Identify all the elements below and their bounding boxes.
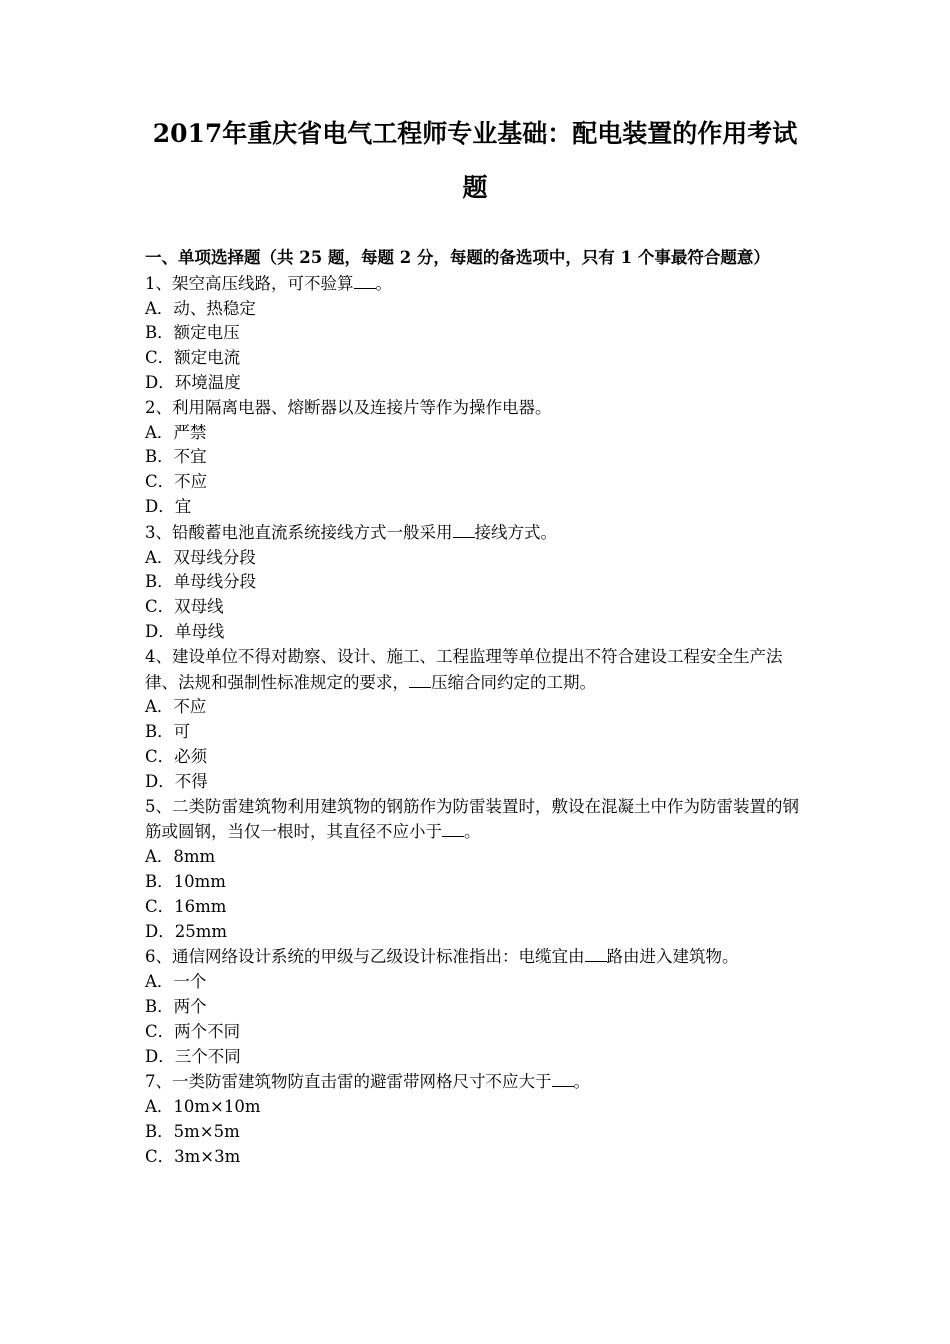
option-b: B．10mm (145, 871, 226, 891)
question-7 (145, 1069, 810, 1169)
option-c: C．额定电流 (145, 348, 241, 368)
document-body (145, 246, 810, 1169)
option-c: C．不应 (145, 472, 208, 492)
option-a: A．10m×10m (145, 1097, 261, 1117)
option-a: A．双母线分段 (145, 547, 256, 567)
question-stem: 1、架空高压线路，可不验算 。 (145, 271, 810, 297)
option-d: D．不得 (145, 771, 208, 791)
document-title-continued: 题 (462, 173, 488, 202)
question-1 (145, 271, 810, 396)
option-a: A．严禁 (145, 422, 207, 442)
answer-blank (354, 271, 376, 289)
question-stem: 6、通信网络设计系统的甲级与乙级设计标准指出：电缆宜由 路由进入建筑物。 (145, 944, 810, 970)
option-c: C．两个不同 (145, 1021, 241, 1041)
question-stem: 4、建设单位不得对勘察、设计、施工、工程监理等单位提出不符合建设工程安全生产法律、法规和强制性标准规定的要求， 压缩合同约定的工期。 (145, 646, 783, 692)
option-c: C．16mm (145, 896, 227, 916)
question-4 (145, 645, 810, 795)
option-d: D．单母线 (145, 621, 225, 641)
option-a: A．动、热稳定 (145, 298, 256, 318)
option-b: B．单母线分段 (145, 572, 257, 592)
option-b: B．两个 (145, 996, 207, 1016)
question-stem: 5、二类防雷建筑物利用建筑物的钢筋作为防雷装置时，敷设在混凝土中作为防雷装置的钢筋或圆钢，当仅一根时，其直径不应小于 。 (145, 796, 799, 842)
option-d: D．25mm (145, 921, 228, 941)
option-b: B．5m×5m (145, 1121, 240, 1141)
option-d: D．环境温度 (145, 372, 241, 392)
option-b: B．可 (145, 722, 191, 742)
option-b: B．额定电压 (145, 323, 240, 343)
option-d: D．宜 (145, 496, 192, 516)
question-6 (145, 944, 810, 1069)
question-stem: 3、铅酸蓄电池直流系统接线方式一般采用 接线方式。 (145, 520, 810, 546)
option-c: C．双母线 (145, 597, 224, 617)
question-3 (145, 520, 810, 645)
option-a: A．8mm (145, 847, 216, 867)
answer-blank (552, 1069, 574, 1087)
option-a: A．一个 (145, 972, 207, 992)
option-c: C．3m×3m (145, 1146, 241, 1166)
answer-blank (409, 670, 431, 688)
question-stem: 2、利用隔离电器、熔断器以及连接片等作为操作电器。 (145, 397, 552, 417)
option-c: C．必须 (145, 746, 208, 766)
answer-blank (442, 819, 464, 837)
option-d: D．三个不同 (145, 1046, 241, 1066)
question-stem: 7、一类防雷建筑物防直击雷的避雷带网格尺寸不应大于 。 (145, 1069, 810, 1095)
option-a: A．不应 (145, 697, 207, 717)
answer-blank (453, 520, 475, 538)
document-title: 2017年重庆省电气工程师专业基础：配电装置的作用考试 (152, 119, 798, 148)
question-2 (145, 396, 810, 520)
option-b: B．不宜 (145, 447, 207, 467)
section-heading: 一、单项选择题（共 25 题，每题 2 分，每题的备选项中，只有 1 个事最符合题意） (145, 248, 770, 267)
answer-blank (585, 944, 607, 962)
question-5 (145, 795, 810, 945)
